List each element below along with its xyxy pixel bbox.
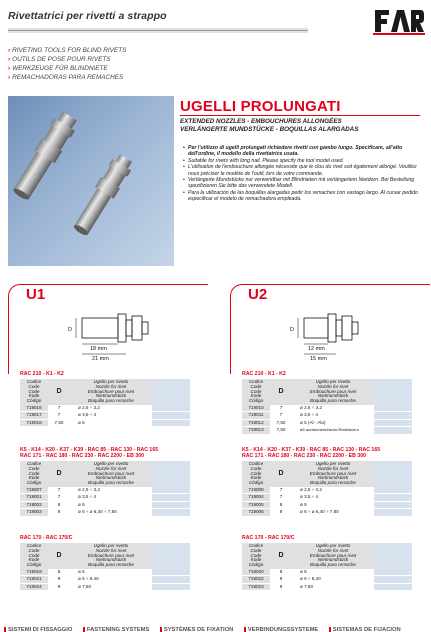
inner-length: 12 mm [308, 346, 325, 352]
note-english: • Suitable for rivets with long nail. Please specify the tool model used. [183, 158, 423, 164]
section-title: RAC 210 - K1 - K2 [20, 371, 64, 377]
table-header-row [20, 461, 190, 487]
table-row: 719019 8 ø 5 [20, 569, 190, 576]
table-header-row [242, 379, 412, 405]
use-header: Ugello per rivetto Nozzle for rivet Embouchure pour rivet Nietmundstück Boquilla para remache [292, 543, 374, 569]
table-row: 719002 8 ø 5 [20, 501, 190, 508]
subtitle-line: › WERKZEUGE FÜR BLINDNIETE [8, 65, 108, 72]
blank-header [152, 461, 190, 487]
page-title: Rivettatrici per rivetti a strappo [8, 10, 167, 22]
page-header [0, 0, 431, 42]
arrow-icon: › [8, 56, 11, 63]
usage-notes [183, 145, 423, 203]
arrow-icon: › [8, 74, 11, 81]
nozzle-table [20, 543, 190, 591]
table-header-row [242, 461, 412, 487]
table-row: 719016 7 ø 2,5 ÷ 3,2 [20, 405, 190, 412]
column-u1 [8, 284, 208, 614]
footer-item: SYSTÈMES DE FIXATION [160, 627, 233, 632]
table-row: 719024 9 ø 7,80 [20, 583, 190, 590]
table-row: 719013 7,50 ø5 acciaio/steel/acier/Stahl/acero [242, 427, 412, 434]
d-header: D [270, 461, 292, 487]
use-header: Ugello per rivetto Nozzle for rivet Embouchure pour rivet Nietmundstück Boquilla para remache [292, 379, 374, 405]
d-dimension: D [290, 327, 294, 333]
outer-length: 21 mm [92, 356, 109, 362]
product-subtitle: EXTENDED NOZZLES - EMBOUCHURES ALLONGÉES [180, 118, 342, 125]
blank-header [152, 543, 190, 569]
code-header: Codice Code Code Kode Código [242, 379, 270, 405]
footer-item: SISTEMI DI FISSAGGIO [4, 627, 72, 632]
table-row: 719001 7 ø 3,5 ÷ 4 [20, 494, 190, 501]
table-row: 719004 7 ø 3,5 ÷ 4 [242, 494, 412, 501]
nozzle-table [242, 543, 412, 591]
d-header: D [48, 543, 70, 569]
note-spanish: • Para la utilización de las boquillas alargadas pedir los remaches con vastago largo. Al cursar pedido especificar el modelo de remachadora empleada. [183, 190, 423, 203]
section-title: RAC 170 - RAC 170/C [242, 535, 295, 541]
subtitle-line: › RIVETING TOOLS FOR BLIND RIVETS [8, 47, 127, 54]
use-header: Ugello per rivetto Nozzle for rivet Embouchure pour rivet Nietmundstück Boquilla para remache [70, 543, 152, 569]
blank-header [374, 543, 412, 569]
section-title: K5 - K14 - K20 - K37 - K39 - RAC 85 - RAC 130 - RAC 165 RAC 171 - RAC 180 - RAC 230 - RAC 2200 - EB 300 [242, 447, 381, 460]
section-title: K5 - K14 - K20 - K37 - K39 - RAC 85 - RAC 130 - RAC 165 RAC 171 - RAC 180 - RAC 230 - RAC 2200 - EB 300 [20, 447, 159, 460]
blank-header [374, 461, 412, 487]
table-row: 719011 7 ø 3,5 ÷ 4 [242, 412, 412, 419]
nozzle-table [242, 461, 412, 517]
use-header: Ugello per rivetto Nozzle for rivet Embouchure pour rivet Nietmundstück Boquilla para remache [292, 461, 374, 487]
header-rule [8, 28, 308, 33]
title-rule [180, 115, 420, 116]
tool-subtitles [8, 46, 126, 82]
page-footer [0, 618, 431, 630]
product-photo [8, 96, 174, 266]
table-row: 719017 7 ø 3,5 ÷ 4 [20, 412, 190, 419]
code-header: Codice Code Code Kode Código [242, 543, 270, 569]
d-header: D [270, 543, 292, 569]
code-header: Codice Code Code Kode Código [242, 461, 270, 487]
column-u2 [230, 284, 430, 614]
footer-item: VERBINDUNGSSYSTEME [244, 627, 319, 632]
table-row: 719012 7,50 ø 5 (Al - Alu) [242, 419, 412, 426]
subtitle-line: › OUTILS DE POSE POUR RIVETS [8, 56, 111, 63]
arrow-icon: › [8, 65, 11, 72]
outer-length: 15 mm [310, 356, 327, 362]
d-header: D [48, 461, 70, 487]
section-title: RAC 210 - K1 - K2 [242, 371, 286, 377]
model-label: U1 [26, 286, 46, 303]
table-row: 719010 7 ø 2,5 ÷ 3,2 [242, 405, 412, 412]
nozzle-table [20, 379, 190, 427]
d-header: D [270, 379, 292, 405]
subtitle-line: › REMACHADORAS PARA REMACHES [8, 74, 124, 81]
footer-item: SISTEMAS DE FIJACION [329, 627, 401, 632]
table-row: 719020 8 ø 5 [242, 569, 412, 576]
code-header: Codice Code Code Kode Código [20, 379, 48, 405]
code-header: Codice Code Code Kode Código [20, 461, 48, 487]
far-logo [373, 6, 425, 36]
table-row: 719008 7 ø 2,5 ÷ 3,2 [242, 487, 412, 494]
model-label: U2 [248, 286, 268, 303]
nozzle-table [242, 379, 412, 435]
footer-item: FASTENING SYSTEMS [83, 627, 150, 632]
product-subtitle: VERLÄNGERTE MUNDSTÜCKE - BOQUILLAS ALARGADAS [180, 126, 359, 133]
table-row: 719007 7 ø 2,5 ÷ 3,2 [20, 487, 190, 494]
arrow-icon: › [8, 47, 11, 54]
code-header: Codice Code Code Kode Código [20, 543, 48, 569]
inner-length: 18 mm [90, 346, 107, 352]
table-row: 719023 9 ø 7,80 [242, 583, 412, 590]
table-row: 719005 8 ø 5 [242, 501, 412, 508]
note-italian: • Per l'utilizzo di ugelli prolungati richiedere rivetti con gambo lungo. Specificare, all'atto dell'ordine, il modello della rivettatrice usata. [183, 145, 423, 158]
blank-header [152, 379, 190, 405]
use-header: Ugello per rivetto Nozzle for rivet Embouchure pour rivet Nietmundstück Boquilla para remache [70, 461, 152, 487]
table-header-row [20, 379, 190, 405]
product-subtitles [180, 118, 425, 134]
nozzle-drawing [230, 298, 430, 368]
section-title: RAC 170 - RAC 170/C [20, 535, 73, 541]
table-row: 719022 9 ø 6 ÷ 6,40 [242, 576, 412, 583]
blank-header [374, 379, 412, 405]
table-row: 719018 7,50 ø 5 [20, 419, 190, 426]
table-row: 719006 9 ø 6 ÷ ø 6,40 ÷ 7,80 [242, 509, 412, 516]
note-french: • L'utilisation de l'embouchure allongée nécessite que le clou du rivet soit également allongé. Veuillez nous préciser le modèle de l'outil, lors de votre commande. [183, 164, 423, 177]
table-header-row [20, 543, 190, 569]
nozzle-drawing [8, 298, 208, 368]
use-header: Ugello per rivetto Nozzle for rivet Embouchure pour rivet Nietmundstück Boquilla para remache [70, 379, 152, 405]
note-german: • Verlängerte Mundstücke nur verwendbar mit Blindnieten mit verlängertem Nietdorn. Bei Bestellung spezifizieren Sie bitte das verwendete Modell. [183, 177, 423, 190]
table-header-row [242, 543, 412, 569]
product-title: UGELLI PROLUNGATI [180, 98, 341, 115]
nozzle-table [20, 461, 190, 517]
d-dimension: D [68, 327, 72, 333]
d-header: D [48, 379, 70, 405]
table-row: 719003 9 ø 6 ÷ ø 6,40 ÷ 7,80 [20, 509, 190, 516]
table-row: 719021 9 ø 6 ÷ 6,40 [20, 576, 190, 583]
